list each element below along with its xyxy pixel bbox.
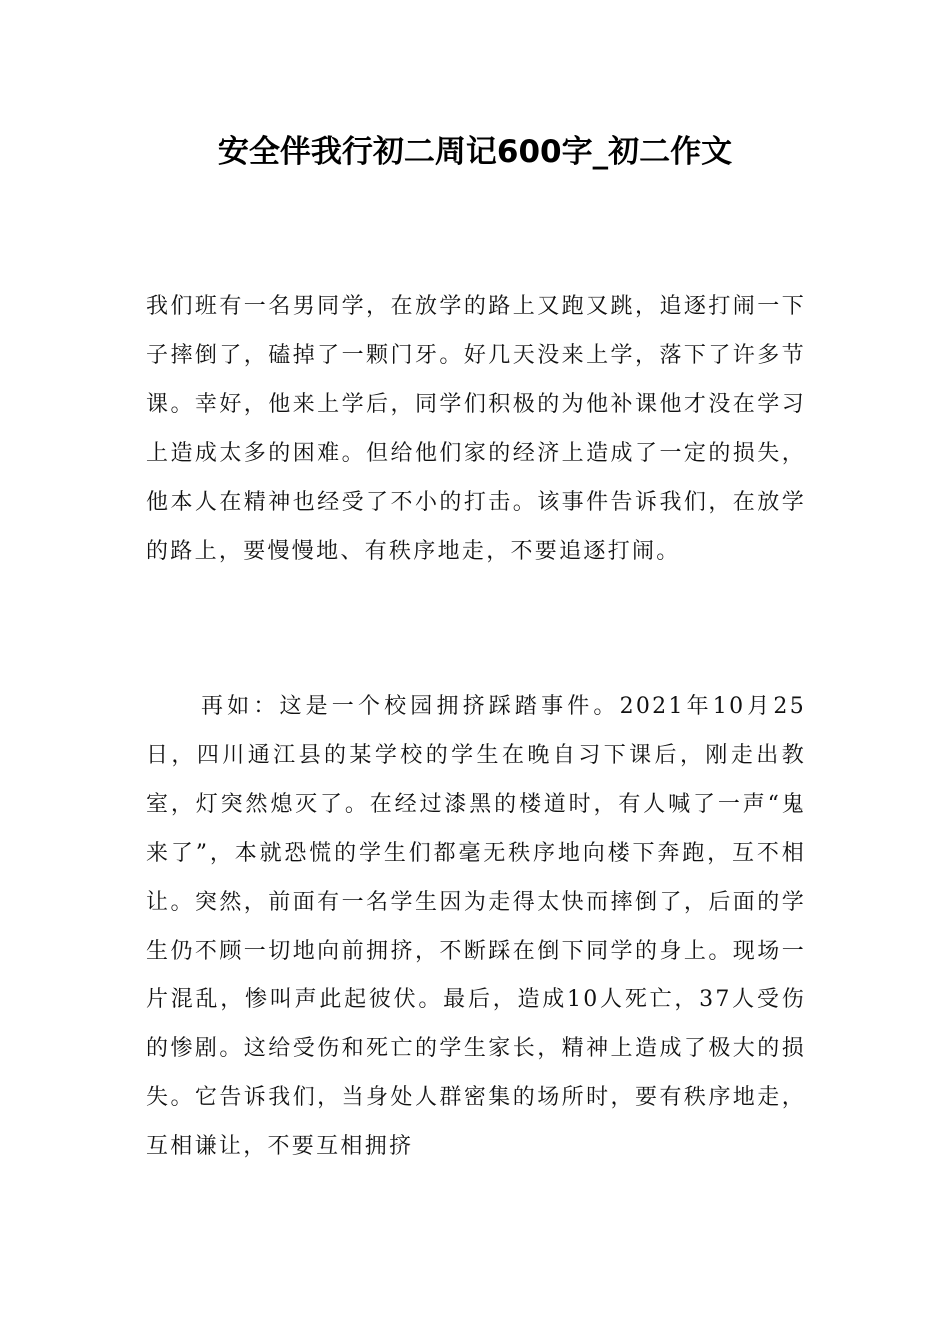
paragraph-2: 再如：这是一个校园拥挤踩踏事件。2021年10月25日，四川通江县的某学校的学生在晚自习下课后，刚走出教室，灯突然熄灭了。在经过漆黑的楼道时，有人喊了一声“鬼来了”，本就恐慌的学生们都毫无秩序地向楼下奔跑，互不相让。突然，前面有一名学生因为走得太快而摔倒了，后面的学生仍不顾一切地向前拥挤，不断踩在倒下同学的身上。现场一片混乱，惨叫声此起彼伏。最后，造成10人死亡，37人受伤的惨剧。这给受伤和死亡的学生家长，精神上造成了极大的损失。它告诉我们，当身处人群密集的场所时，要有秩序地走，互相谦让，不要互相拥挤 xyxy=(146,694,806,1160)
document-title: 安全伴我行初二周记600字_初二作文 xyxy=(217,134,733,170)
paragraph-1: 我们班有一名男同学，在放学的路上又跑又跳，追逐打闹一下子摔倒了，磕掉了一颗门牙。好几天没来上学，落下了许多节课。幸好，他来上学后，同学们积极的为他补课他才没在学习上造成太多的困难。但给他们家的经济上造成了一定的损失，他本人在精神也经受了不小的打击。该事件告诉我们，在放学的路上，要慢慢地、有秩序地走，不要追逐打闹。 xyxy=(146,294,806,564)
